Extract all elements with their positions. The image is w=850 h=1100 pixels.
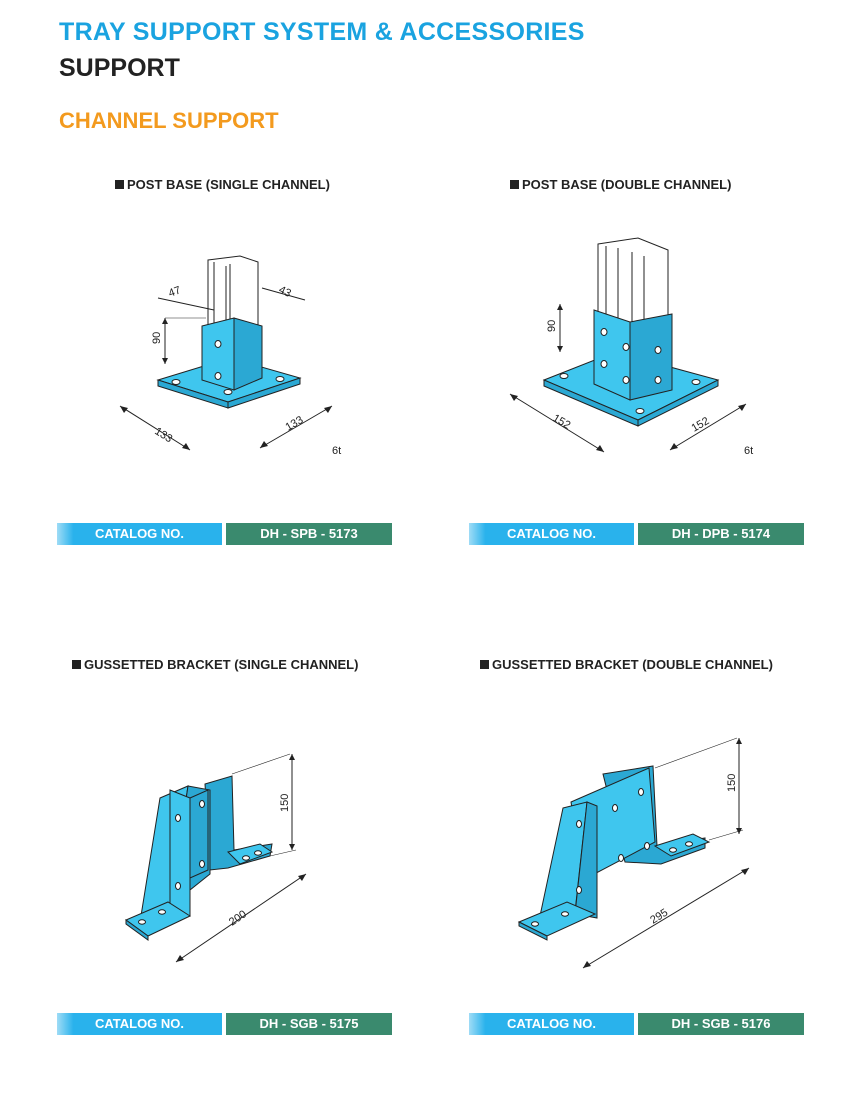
bullet-icon xyxy=(72,660,81,669)
catalog-bar-1 xyxy=(57,523,392,545)
catalog-bar-4 xyxy=(469,1013,804,1035)
catalog-number: DH - SGB - 5175 xyxy=(226,1013,392,1035)
dim-base-1: 133 xyxy=(152,425,175,446)
dim-base-1: 152 xyxy=(550,412,573,432)
bullet-icon xyxy=(480,660,489,669)
catalog-bar-3 xyxy=(57,1013,392,1035)
item-title-text: POST BASE (SINGLE CHANNEL) xyxy=(127,177,330,192)
item-title-text: GUSSETTED BRACKET (SINGLE CHANNEL) xyxy=(84,657,359,672)
document-subtitle: SUPPORT xyxy=(59,54,180,82)
bullet-icon xyxy=(115,180,124,189)
dim-thickness: 6t xyxy=(332,445,342,457)
item-title-post-base-double xyxy=(510,177,731,192)
catalog-label: CATALOG NO. xyxy=(57,523,222,545)
dim-length: 200 xyxy=(226,908,249,929)
dim-width-1: 47 xyxy=(166,284,183,300)
catalog-number: DH - SGB - 5176 xyxy=(638,1013,804,1035)
item-title-gussetted-double xyxy=(480,657,773,672)
bullet-icon xyxy=(510,180,519,189)
dim-height: 150 xyxy=(726,773,738,792)
catalog-number: DH - DPB - 5174 xyxy=(638,523,804,545)
catalog-label: CATALOG NO. xyxy=(469,523,634,545)
item-title-text: GUSSETTED BRACKET (DOUBLE CHANNEL) xyxy=(492,657,773,672)
post-base-single-drawing xyxy=(110,240,360,460)
dim-thickness: 6t xyxy=(744,445,754,457)
dim-width-2: 43 xyxy=(276,283,293,300)
catalog-label: CATALOG NO. xyxy=(469,1013,634,1035)
document-title: TRAY SUPPORT SYSTEM & ACCESSORIES xyxy=(59,18,585,46)
gussetted-double-drawing xyxy=(505,730,765,975)
dim-height: 90 xyxy=(151,331,163,344)
dim-height: 150 xyxy=(279,793,291,812)
dim-base-2: 133 xyxy=(283,414,306,434)
item-title-post-base-single xyxy=(115,177,330,192)
catalog-label: CATALOG NO. xyxy=(57,1013,222,1035)
post-base-double-drawing xyxy=(500,230,770,465)
item-title-gussetted-single xyxy=(72,657,358,672)
dim-base-2: 152 xyxy=(689,415,712,435)
catalog-number: DH - SPB - 5173 xyxy=(226,523,392,545)
item-title-text: POST BASE (DOUBLE CHANNEL) xyxy=(522,177,732,192)
dim-length: 295 xyxy=(648,906,671,927)
catalog-bar-2 xyxy=(469,523,804,545)
section-title: CHANNEL SUPPORT xyxy=(59,108,279,133)
gussetted-single-drawing xyxy=(110,740,330,970)
dim-height: 90 xyxy=(546,319,558,332)
